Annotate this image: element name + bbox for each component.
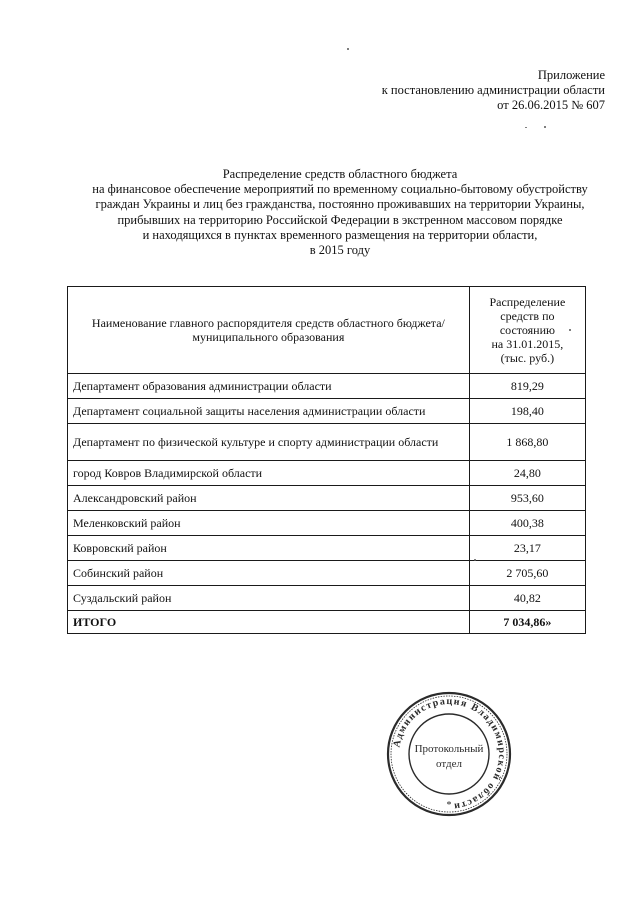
table-row [68,374,586,399]
amount-value: 40,82 [469,586,585,611]
scan-speck [544,126,546,128]
total-row [68,611,586,634]
title-line: и находящихся в пунктах временного размещения на территории области, [142,227,538,242]
header-amount-line: средств по [500,309,555,323]
appendix-date-number: от 26.06.2015 № 607 [497,98,605,112]
title-line: на финансовое обеспечение мероприятий по временному социально-бытовому обустройству [92,182,588,197]
scan-speck [569,329,571,331]
table-row [68,424,586,461]
scan-speck [525,127,527,128]
recipient-name: город Ковров Владимирской области [68,461,470,486]
total-label: ИТОГО [68,611,470,634]
appendix-resolution-ref: к постановлению администрации области [381,83,605,97]
stamp-ring-text: Администрация Владимирской области [391,695,508,812]
title-line: в 2015 году [309,243,371,258]
recipient-name: Александровский район [68,486,470,511]
scan-speck [347,48,349,50]
stamp-star-icon: * [446,800,452,811]
header-recipient-line: муниципального образования [192,330,345,344]
amount-value: 24,80 [469,461,585,486]
total-amount: 7 034,86» [469,611,585,634]
amount-value: 400,38 [469,511,585,536]
table-row [68,511,586,536]
document-title [40,167,640,258]
recipient-name: Меленковский район [68,511,470,536]
table-row [68,536,586,561]
amount-value: 2 705,60 [469,561,585,586]
header-amount-line: (тыс. руб.) [500,351,555,365]
table-row [68,461,586,486]
amount-value: 819,29 [469,374,585,399]
header-amount-line: состоянию [499,323,555,337]
official-stamp [385,690,513,818]
scan-speck [474,559,476,561]
budget-distribution-table [67,286,586,634]
recipient-name: Суздальский район [68,586,470,611]
table-header-row [68,287,586,374]
table-row [68,399,586,424]
header-recipient-line: Наименование главного распорядителя средств областного бюджета/ [91,316,445,330]
stamp-center-line1: Протокольный [414,743,484,755]
title-line: Распределение средств областного бюджета [222,167,458,181]
amount-value: 1 868,80 [469,424,585,461]
title-line: прибывших на территорию Российской Федерации в экстренном массовом порядке [117,212,563,227]
title-line: граждан Украины и лиц без гражданства, постоянно проживавших на территории Украины, [95,197,585,212]
recipient-name: Ковровский район [68,536,470,561]
recipient-name: Департамент социальной защиты населения администрации области [68,399,470,424]
table-row [68,486,586,511]
header-amount-line: на 31.01.2015, [491,337,564,351]
stamp-center-line2: отдел [436,758,462,770]
recipient-name: Собинский район [68,561,470,586]
amount-value: 23,17 [469,536,585,561]
appendix-header [382,68,605,113]
amount-value: 198,40 [469,399,585,424]
recipient-name: Департамент по физической культуре и спорту администрации области [68,424,470,461]
header-amount-line: Распределение [489,295,566,309]
table-row [68,561,586,586]
header-recipient-column [68,287,470,374]
recipient-name: Департамент образования администрации области [68,374,470,399]
table-row [68,586,586,611]
appendix-label: Приложение [537,68,605,82]
amount-value: 953,60 [469,486,585,511]
